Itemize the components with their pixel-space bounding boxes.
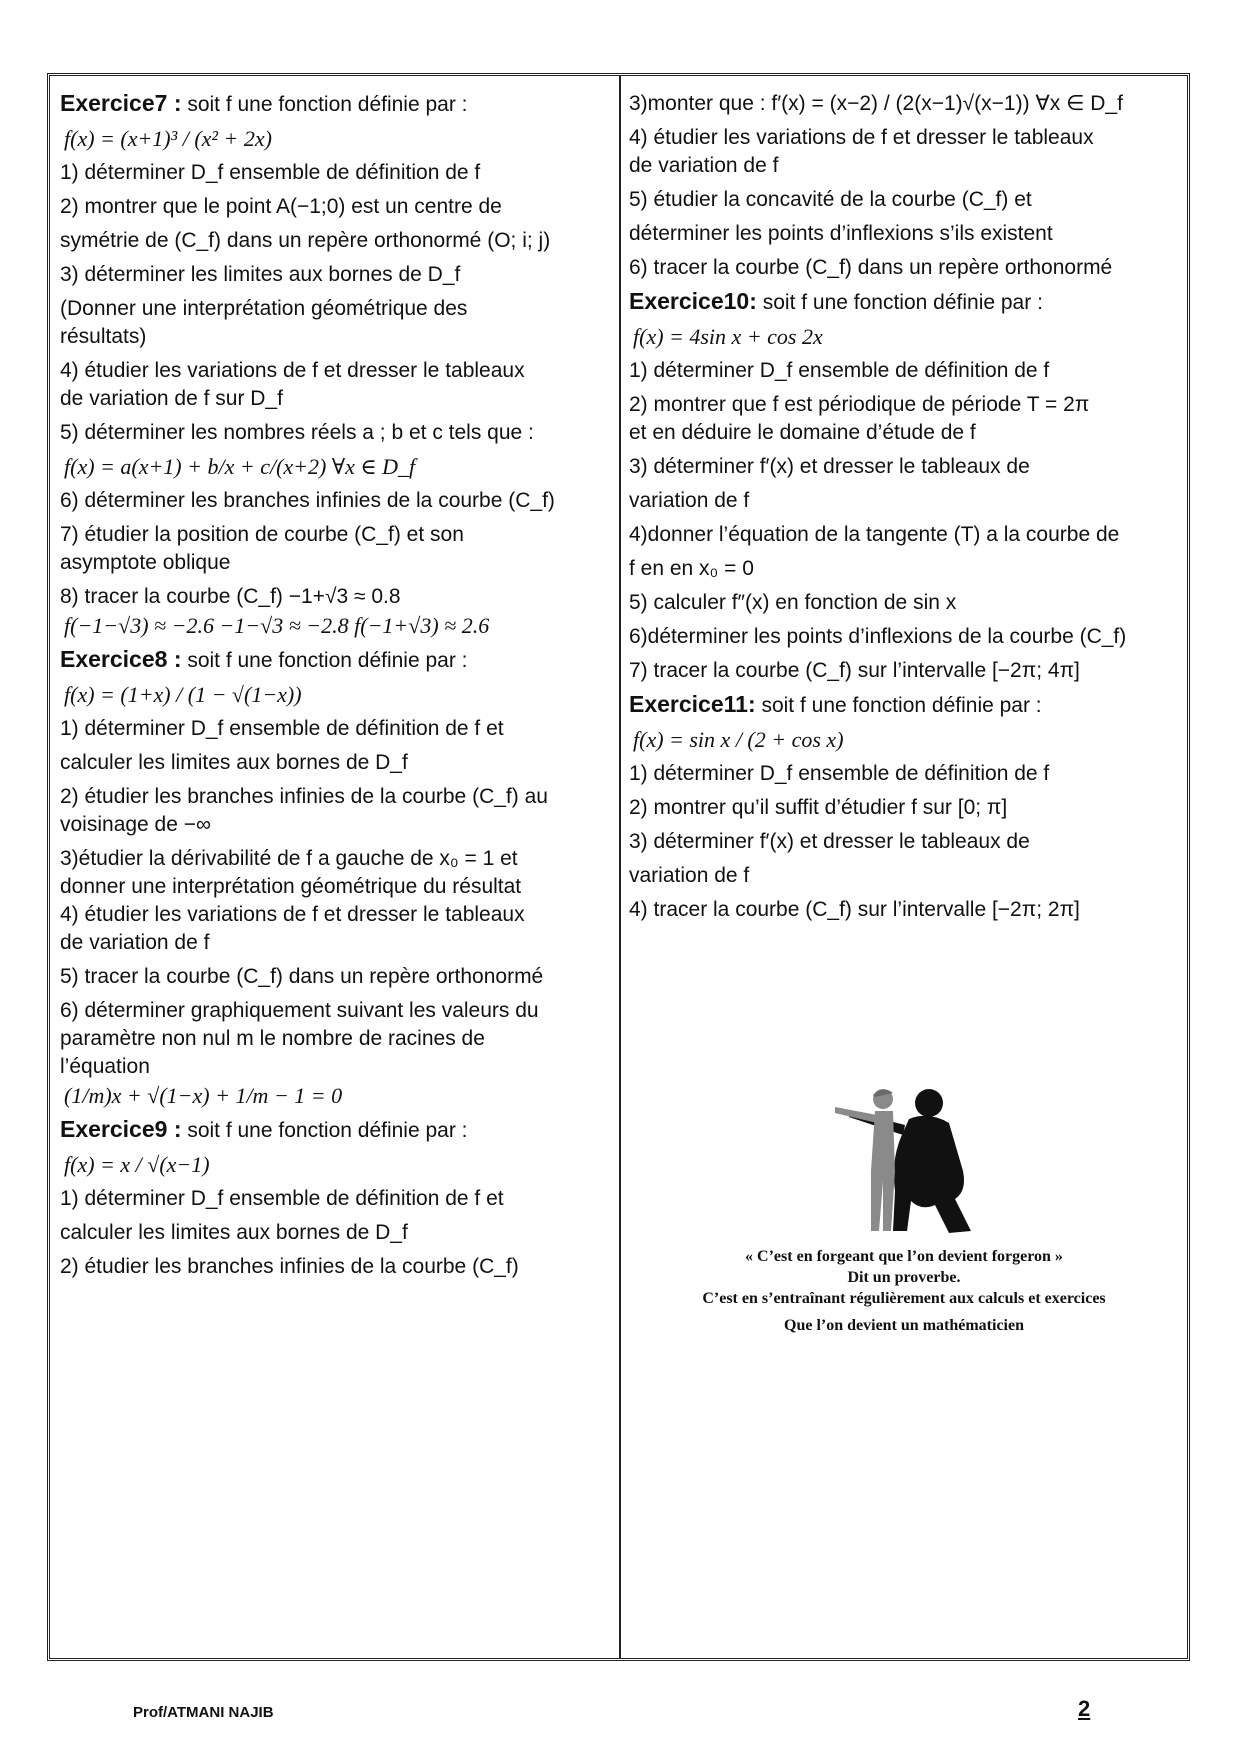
ex8-q4b: de variation de f <box>60 931 210 954</box>
ex7-q4b: de variation de f sur D_f <box>60 387 283 410</box>
ex10-q4b: f en en x₀ = 0 <box>629 557 754 580</box>
ex7-q2a: 2) montrer que le point A(−1;0) est un centre de <box>60 195 502 218</box>
ex10-q3b: variation de f <box>629 489 750 512</box>
ex9-q1a: 1) déterminer D_f ensemble de définition de f et <box>60 1187 504 1210</box>
page-number: 2 <box>1078 1696 1091 1721</box>
ex11-q3a: 3) déterminer f′(x) et dresser le tableaux de <box>629 830 1030 853</box>
ex9-q4b: de variation de f <box>629 154 779 177</box>
ex8-q2b: voisinage de −∞ <box>60 813 211 836</box>
ex7-q3b: (Donner une interprétation géométrique des <box>60 297 468 320</box>
quote-line-2: Dit un proverbe. <box>847 1269 961 1286</box>
ex7-q7b: asymptote oblique <box>60 551 231 574</box>
ex10-q2a: 2) montrer que f est périodique de période T = 2π <box>629 393 1090 416</box>
ex9-q1b: calculer les limites aux bornes de D_f <box>60 1221 408 1244</box>
ex7-formula: f(x) = (x+1)³ / (x² + 2x) <box>64 126 272 151</box>
ex11-title: Exercice11: <box>629 691 756 717</box>
ex7-q4a: 4) étudier les variations de f et dresser le tableaux <box>60 359 525 382</box>
ex11-q3b: variation de f <box>629 864 750 887</box>
left-column <box>50 76 621 1658</box>
ex8-q3a: 3)étudier la dérivabilité de f a gauche de x₀ = 1 et <box>60 847 518 870</box>
ex8-q6-formula: (1/m)x + √(1−x) + 1/m − 1 = 0 <box>64 1083 343 1108</box>
quote-line-4: Que l’on devient un mathématicien <box>784 1317 1024 1334</box>
ex10-q7: 7) tracer la courbe (C_f) sur l’intervalle [−2π; 4π] <box>629 659 1080 682</box>
ex11-heading <box>629 691 1181 719</box>
ex8-heading <box>60 646 613 674</box>
ex8-q1b: calculer les limites aux bornes de D_f <box>60 751 408 774</box>
ex7-heading <box>60 90 613 118</box>
ex7-q8-values: f(−1−√3) ≈ −2.6 −1−√3 ≈ −2.8 f(−1+√3) ≈ 2.6 <box>64 613 490 638</box>
ex10-formula: f(x) = 4sin x + cos 2x <box>633 324 823 349</box>
ex8-intro: soit f une fonction définie par : <box>181 649 468 672</box>
ex11-formula: f(x) = sin x / (2 + cos x) <box>633 727 844 752</box>
ex7-q2b: symétrie de (C_f) dans un repère orthonormé (O; i; j) <box>60 229 551 252</box>
teacher-child-silhouette-image <box>831 1081 981 1241</box>
ex10-q3a: 3) déterminer f′(x) et dresser le tableaux de <box>629 455 1030 478</box>
ex11-q2: 2) montrer qu’il suffit d’étudier f sur [0; π] <box>629 796 1008 819</box>
ex9-title: Exercice9 : <box>60 1116 182 1142</box>
ex8-title: Exercice8 : <box>60 646 182 672</box>
ex9-q4a: 4) étudier les variations de f et dresser le tableaux <box>629 126 1094 149</box>
ex7-q1: 1) déterminer D_f ensemble de définition de f <box>60 161 481 184</box>
ex9-heading <box>60 1116 613 1144</box>
ex10-title: Exercice10: <box>629 288 757 314</box>
ex7-q6: 6) déterminer les branches infinies de la courbe (C_f) <box>60 489 555 512</box>
ex7-q5: 5) déterminer les nombres réels a ; b et c tels que : <box>60 421 534 444</box>
ex9-intro: soit f une fonction définie par : <box>181 1119 468 1142</box>
ex7-q5-formula: f(x) = a(x+1) + b/x + c/(x+2) ∀x ∈ D_f <box>64 454 416 479</box>
ex8-q1a: 1) déterminer D_f ensemble de définition de f et <box>60 717 504 740</box>
ex7-q3: 3) déterminer les limites aux bornes de D_f <box>60 263 461 286</box>
ex9-q6: 6) tracer la courbe (C_f) dans un repère orthonormé <box>629 256 1113 279</box>
ex10-heading <box>629 288 1181 316</box>
ex9-q5a: 5) étudier la concavité de la courbe (C_f) et <box>629 188 1032 211</box>
ex7-q7a: 7) étudier la position de courbe (C_f) et son <box>60 523 464 546</box>
exercise-frame <box>47 73 1190 1661</box>
ex8-q6c: l’équation <box>60 1055 150 1078</box>
ex9-q3: 3)monter que : f′(x) = (x−2) / (2(x−1)√(x−1)) ∀x ∈ D_f <box>629 92 1123 115</box>
ex10-q2b: et en déduire le domaine d’étude de f <box>629 421 976 444</box>
ex11-intro: soit f une fonction définie par : <box>755 694 1042 717</box>
ex10-q5: 5) calculer f″(x) en fonction de sin x <box>629 591 957 614</box>
ex8-q4a: 4) étudier les variations de f et dresser le tableaux <box>60 903 525 926</box>
ex10-q4a: 4)donner l’équation de la tangente (T) a la courbe de <box>629 523 1120 546</box>
ex8-q6a: 6) déterminer graphiquement suivant les valeurs du <box>60 999 539 1022</box>
ex11-q1: 1) déterminer D_f ensemble de définition de f <box>629 762 1050 785</box>
ex8-q6b: paramètre non nul m le nombre de racines de <box>60 1027 485 1050</box>
ex8-q2a: 2) étudier les branches infinies de la courbe (C_f) au <box>60 785 548 808</box>
ex10-q6: 6)déterminer les points d’inflexions de la courbe (C_f) <box>629 625 1127 648</box>
quote-line-3: C’est en s’entraînant régulièrement aux calculs et exercices <box>702 1290 1106 1307</box>
footer-author: Prof/ATMANI NAJIB <box>133 1704 274 1721</box>
ex10-q1: 1) déterminer D_f ensemble de définition de f <box>629 359 1050 382</box>
ex8-q3b: donner une interprétation géométrique du résultat <box>60 875 522 898</box>
quote-line-1: « C’est en forgeant que l’on devient forgeron » <box>745 1248 1063 1265</box>
ex7-title: Exercice7 : <box>60 90 182 116</box>
ex8-formula: f(x) = (1+x) / (1 − √(1−x)) <box>64 682 302 707</box>
ex9-q2: 2) étudier les branches infinies de la courbe (C_f) <box>60 1255 519 1278</box>
ex9-formula: f(x) = x / √(x−1) <box>64 1152 210 1177</box>
proverb-quote <box>641 1246 1167 1336</box>
ex7-q8: 8) tracer la courbe (C_f) −1+√3 ≈ 0.8 <box>60 585 401 608</box>
ex8-q5: 5) tracer la courbe (C_f) dans un repère orthonormé <box>60 965 544 988</box>
right-column <box>621 76 1187 1658</box>
ex7-intro: soit f une fonction définie par : <box>181 93 468 116</box>
ex11-q4: 4) tracer la courbe (C_f) sur l’intervalle [−2π; 2π] <box>629 898 1080 921</box>
ex9-q5b: déterminer les points d’inflexions s’ils existent <box>629 222 1053 245</box>
ex7-q3c: résultats) <box>60 325 147 348</box>
ex10-intro: soit f une fonction définie par : <box>756 291 1043 314</box>
